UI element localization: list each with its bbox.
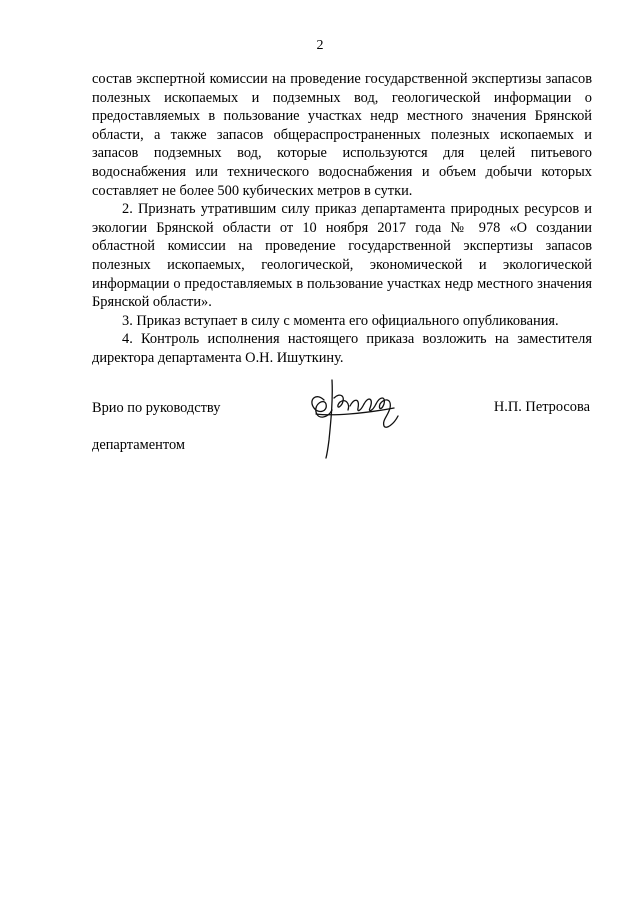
handwritten-signature-icon xyxy=(302,370,412,460)
signer-title-line2: департаментом xyxy=(92,436,185,453)
signer-name: Н.П. Петросова xyxy=(493,399,590,415)
signer-title xyxy=(92,380,220,473)
paragraph-item-4: 4. Контроль исполнения настоящего приказа возложить на заместителя директора департамента О.Н. Ишуткину. xyxy=(92,331,592,366)
page-number: 2 xyxy=(316,38,324,53)
signature-block xyxy=(92,380,592,460)
signer-title-line1: Врио по руководству xyxy=(92,399,221,416)
document-body xyxy=(92,70,592,368)
paragraph-item-3: 3. Приказ вступает в силу с момента его официального опубликования. xyxy=(122,312,559,329)
paragraph-item-2: 2. Признать утратившим силу приказ департамента природных ресурсов и экологии Брянской области от 10 ноября 2017 года № 978 «О создании областной комиссии на проведение государственной экспертизы запасов полезных ископаемых, геологической, экономической и экологической информации о предоставляемых в пользование участках недр местного значения Брянской области». xyxy=(92,201,592,311)
paragraph-continuation: состав экспертной комиссии на проведение государственной экспертизы запасов полезных ископаемых и подземных вод, геологической информации о предоставляемых в пользование участках недр местного значения Брянской области, а также запасов общераспространенных полезных ископаемых и запасов подземных вод, которые используются для целей питьевого водоснабжения или технического водоснабжения и объем добычи которых составляет не более 500 кубических метров в сутки. xyxy=(92,71,592,199)
